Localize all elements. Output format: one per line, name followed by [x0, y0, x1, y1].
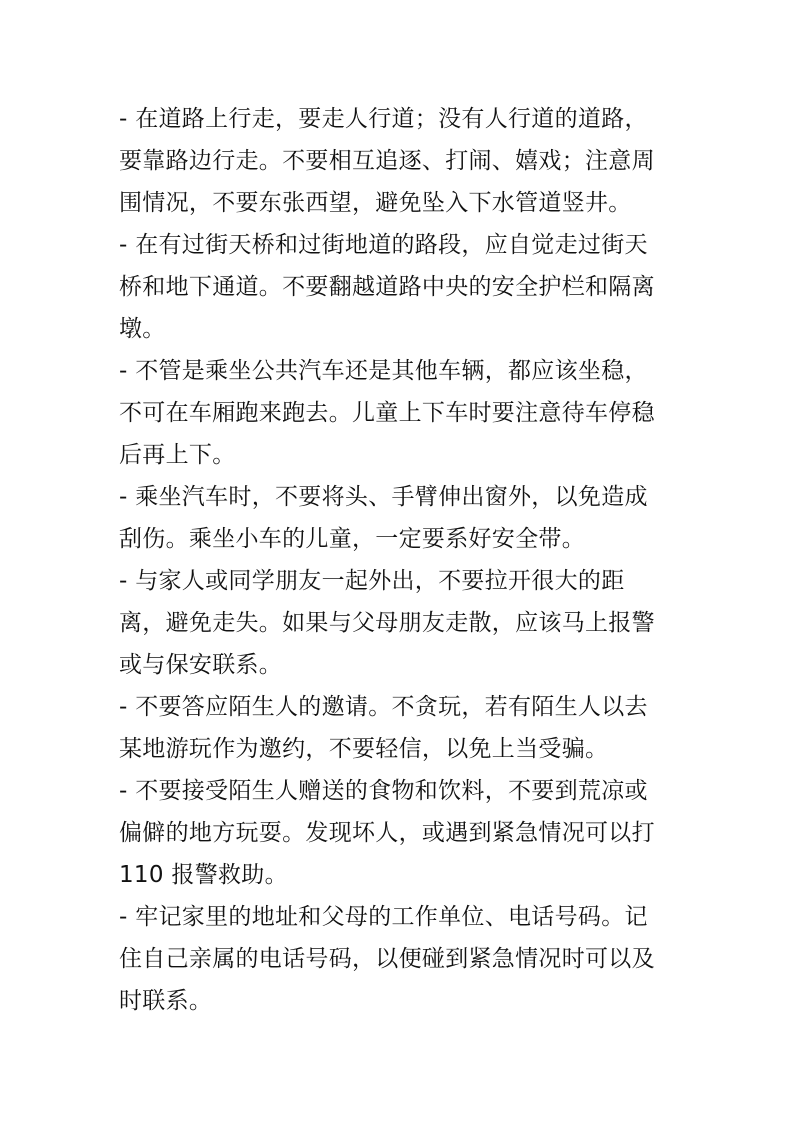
list-item-stranger-gifts	[119, 770, 679, 896]
text-line: 或与保安联系。	[119, 652, 283, 678]
list-item-stay-together	[119, 560, 679, 686]
text-line: - 乘坐汽车时，不要将头、手臂伸出窗外，以免造成	[119, 484, 648, 510]
text-line: 刮伤。乘坐小车的儿童，一定要系好安全带。	[119, 526, 585, 552]
text-line: - 牢记家里的地址和父母的工作单位、电话号码。记	[119, 904, 648, 930]
text-line: - 在有过街天桥和过街地道的路段，应自觉走过街天	[119, 232, 648, 258]
list-item-sidewalk	[119, 98, 679, 224]
text-line: - 不管是乘坐公共汽车还是其他车辆，都应该坐稳，	[119, 358, 648, 384]
text-line: - 不要接受陌生人赠送的食物和饮料，不要到荒凉或	[119, 778, 648, 804]
text-line: - 与家人或同学朋友一起外出，不要拉开很大的距	[119, 568, 625, 594]
text-line: 围情况，不要东张西望，避免坠入下水管道竖井。	[119, 190, 632, 216]
text-line: 墩。	[119, 316, 166, 342]
text-line: 110 报警救助。	[119, 862, 288, 888]
text-line: - 不要答应陌生人的邀请。不贪玩，若有陌生人以去	[119, 694, 648, 720]
text-line: - 在道路上行走，要走人行道；没有人行道的道路，	[119, 106, 648, 132]
text-line: 桥和地下通道。不要翻越道路中央的安全护栏和隔离	[119, 274, 655, 300]
text-line: 后再上下。	[119, 442, 236, 468]
text-line: 离，避免走失。如果与父母朋友走散，应该马上报警	[119, 610, 655, 636]
list-item-overpass	[119, 224, 679, 350]
text-line: 偏僻的地方玩耍。发现坏人，或遇到紧急情况可以打	[119, 820, 655, 846]
text-line: 某地游玩作为邀约，不要轻信，以免上当受骗。	[119, 736, 609, 762]
text-line: 住自己亲属的电话号码，以便碰到紧急情况时可以及	[119, 946, 655, 972]
list-item-car-window	[119, 476, 679, 560]
list-item-ride-bus	[119, 350, 679, 476]
list-item-remember-contacts	[119, 896, 679, 1022]
text-line: 不可在车厢跑来跑去。儿童上下车时要注意待车停稳	[119, 400, 655, 426]
list-item-stranger-invitation	[119, 686, 679, 770]
text-line: 要靠路边行走。不要相互追逐、打闹、嬉戏；注意周	[119, 148, 655, 174]
text-line: 时联系。	[119, 988, 213, 1014]
safety-tips-list	[119, 98, 679, 1022]
